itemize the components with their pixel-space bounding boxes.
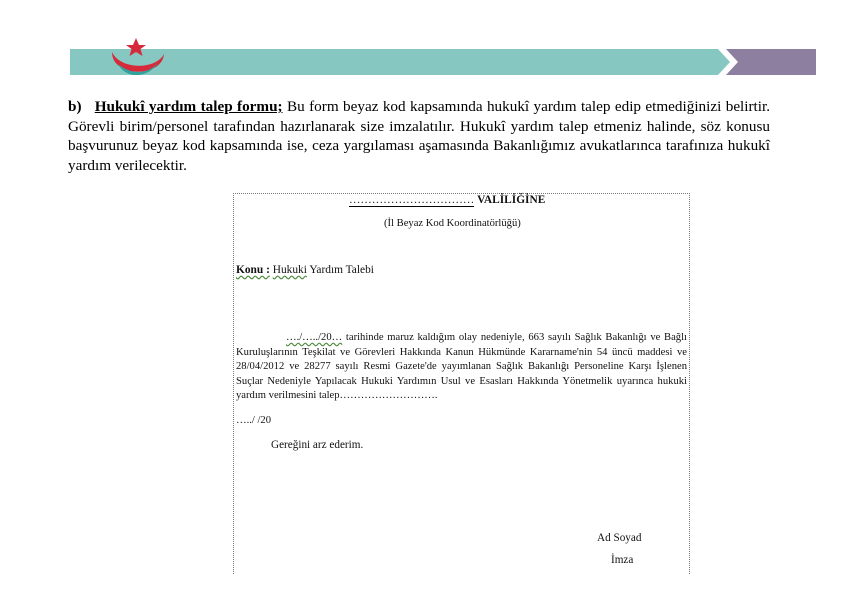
form-date-blank: …./…../20… — [286, 332, 343, 343]
form-subject-word: Hukuki — [272, 264, 307, 276]
form-subject-rest: Yardım Talebi — [306, 264, 374, 276]
ministry-logo — [98, 34, 178, 84]
form-body-text: tarihinde maruz kaldığım olay nedeniyle, 663 sayılı Sağlık Bakanlığı ve Bağlı Kuruluşlarının Teşkilat ve Görevleri Hakkında Kanun Hükmünde Kararname'nin 54 üncü maddesi ve 28/04/2012 ve 28277 sayılı Resmi Gazete'de yayımlanan Sağlık Bakanlığı Personeline Karşı İşlenen Suçlar Nedeniyle Yapılacak Hukuki Yardımın Usul ve Esasları Hakkında Yönetmelik uyarınca hukuki yardım verilmesini talep………………………. — [236, 332, 687, 402]
form-subheader: (İl Beyaz Kod Koordinatörlüğü) — [384, 218, 521, 229]
form-closing: Gereğini arz ederim. — [271, 439, 364, 451]
intro-title: Hukukî yardım talep formu; — [94, 98, 283, 115]
form-subject — [236, 263, 374, 278]
form-date-line: …../ /20 — [236, 415, 272, 426]
signature-label: İmza — [611, 554, 634, 566]
header-banner — [70, 49, 816, 75]
signature-name: Ad Soyad — [597, 532, 642, 544]
form-header-title: VALİLİĞİNE — [477, 194, 546, 206]
logo-crescent — [112, 52, 164, 72]
banner-purple-band — [726, 49, 816, 75]
form-subject-label: Konu : — [236, 264, 270, 276]
legal-aid-form — [233, 193, 690, 574]
intro-text: Bu form beyaz kod kapsamında hukukî yardım talep edip etmediğinizi belirtir. Görevli birim/personel tarafından hazırlanarak size imzalatılır. Hukukî yardım talep etmeniz halinde, söz konusu başvurunuz beyaz kod kapsamında ise, ceza yargılaması aşamasında Bakanlığımız avukatlarınca tarafınıza hukukî yardım verilecektir. — [68, 98, 771, 174]
form-body — [236, 331, 687, 404]
intro-label: b) — [68, 98, 82, 115]
intro-paragraph — [68, 97, 770, 175]
logo-star — [126, 38, 146, 56]
form-header-dots: …………………………… — [349, 194, 475, 206]
form-header — [349, 193, 545, 208]
